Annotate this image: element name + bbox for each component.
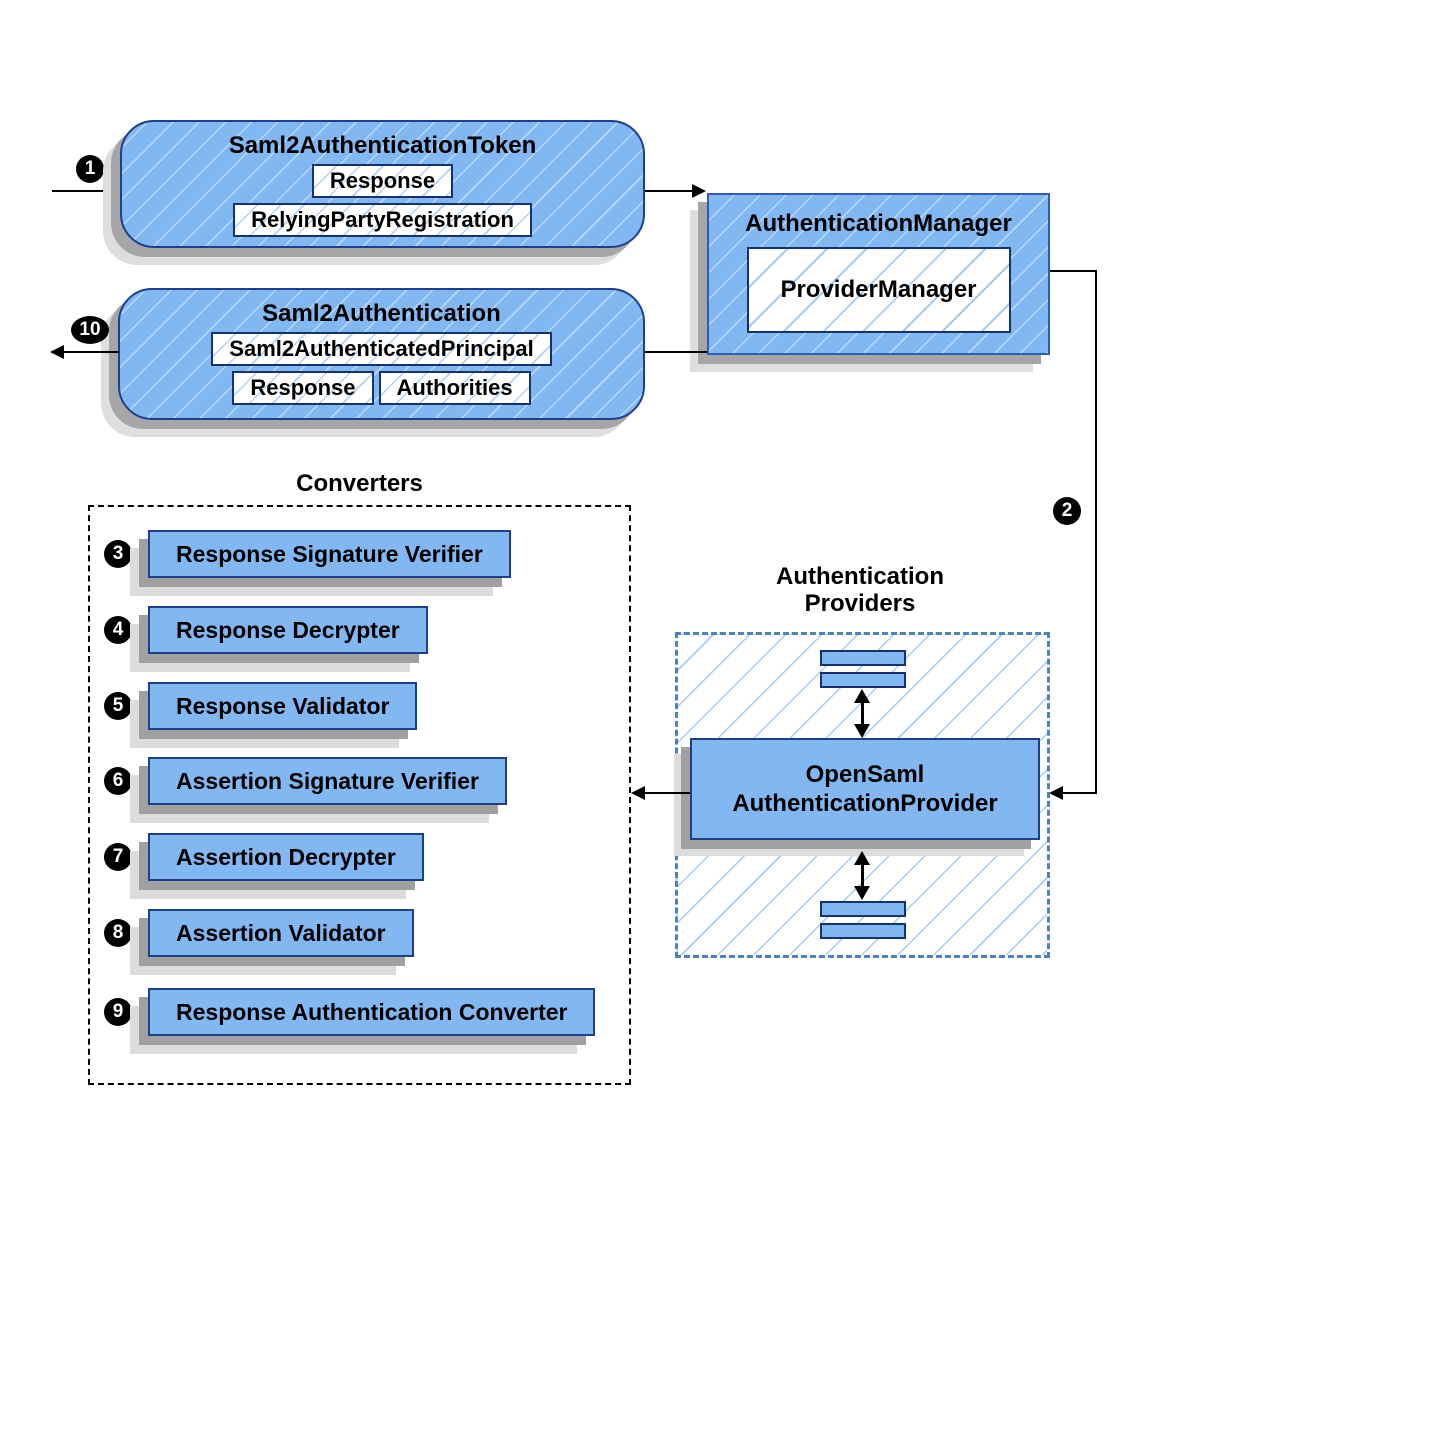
opensaml-to-converters-line xyxy=(644,792,690,794)
opensaml-title-line2: AuthenticationProvider xyxy=(732,790,998,817)
step3-badge: 3 xyxy=(104,540,132,568)
providers-bottom-double-arrow-icon xyxy=(850,851,874,900)
saml2-authentication-token-title: Saml2AuthenticationToken xyxy=(228,132,537,159)
provider-stack-bar xyxy=(820,923,906,939)
converter-row-response-signature-verifier xyxy=(104,530,511,578)
saml2-authenticated-principal-field: Saml2AuthenticatedPrincipal xyxy=(211,332,551,366)
response-authentication-converter-box: Response Authentication Converter xyxy=(148,988,595,1036)
converters-title: Converters xyxy=(296,470,423,497)
step10-outgoing-line xyxy=(60,351,119,353)
saml2-authentication-title: Saml2Authentication xyxy=(262,300,501,327)
step2-arrowhead-icon xyxy=(1049,786,1063,800)
response-decrypter-box: Response Decrypter xyxy=(148,606,428,654)
providers-top-double-arrow-icon xyxy=(850,689,874,738)
authentication-providers-title-line2: Providers xyxy=(804,590,916,617)
provider-stack-bar xyxy=(820,650,906,666)
assertion-decrypter-box: Assertion Decrypter xyxy=(148,833,424,881)
assertion-validator-box: Assertion Validator xyxy=(148,909,414,957)
response-validator-box: Response Validator xyxy=(148,682,417,730)
token-response-field: Response xyxy=(312,164,453,198)
converter-row-response-decrypter xyxy=(104,606,428,654)
opensaml-title-line1: OpenSaml xyxy=(805,761,925,788)
converter-row-assertion-signature-verifier xyxy=(104,757,507,805)
converter-row-assertion-validator xyxy=(104,909,414,957)
step8-badge: 8 xyxy=(104,919,132,947)
auth-manager-to-saml2-authentication-line xyxy=(645,351,707,353)
arrow-down-head-icon xyxy=(854,724,870,738)
authentication-providers-title xyxy=(735,563,985,617)
provider-stack-bar xyxy=(820,672,906,688)
opensaml-authentication-provider-box xyxy=(690,738,1040,840)
authentication-providers-title-line1: Authentication xyxy=(776,563,944,590)
converter-row-assertion-decrypter xyxy=(104,833,424,881)
response-signature-verifier-box: Response Signature Verifier xyxy=(148,530,511,578)
step2-line-bottom xyxy=(1062,792,1097,794)
step10-arrowhead-icon xyxy=(50,345,64,359)
provider-manager-field: ProviderManager xyxy=(747,247,1011,333)
provider-stack-bar xyxy=(820,901,906,917)
saml2-authentication-box xyxy=(118,288,645,420)
step4-badge: 4 xyxy=(104,616,132,644)
saml2-authentication-authorities-field: Authorities xyxy=(379,371,531,405)
step1-badge: 1 xyxy=(76,155,104,183)
step6-badge: 6 xyxy=(104,767,132,795)
step2-line-top xyxy=(1050,270,1097,272)
step1-incoming-line xyxy=(52,190,119,192)
token-to-auth-manager-arrowhead-icon xyxy=(692,184,706,198)
step9-badge: 9 xyxy=(104,998,132,1026)
saml2-authentication-response-field: Response xyxy=(232,371,373,405)
saml2-authentication-fields-row xyxy=(232,371,530,405)
step2-line-vertical xyxy=(1095,270,1097,794)
converter-row-response-authentication-converter xyxy=(104,988,595,1036)
assertion-signature-verifier-box: Assertion Signature Verifier xyxy=(148,757,507,805)
token-relying-party-registration-field: RelyingPartyRegistration xyxy=(233,203,532,237)
step10-badge: 10 xyxy=(71,316,109,344)
authentication-manager-box xyxy=(707,193,1050,355)
converter-row-response-validator xyxy=(104,682,417,730)
token-to-auth-manager-line xyxy=(645,190,694,192)
step5-badge: 5 xyxy=(104,692,132,720)
authentication-manager-title: AuthenticationManager xyxy=(745,210,1012,237)
saml2-authentication-token-box xyxy=(120,120,645,248)
arrow-down-head-icon xyxy=(854,886,870,900)
opensaml-to-converters-arrowhead-icon xyxy=(631,786,645,800)
step7-badge: 7 xyxy=(104,843,132,871)
step2-badge: 2 xyxy=(1053,497,1081,525)
